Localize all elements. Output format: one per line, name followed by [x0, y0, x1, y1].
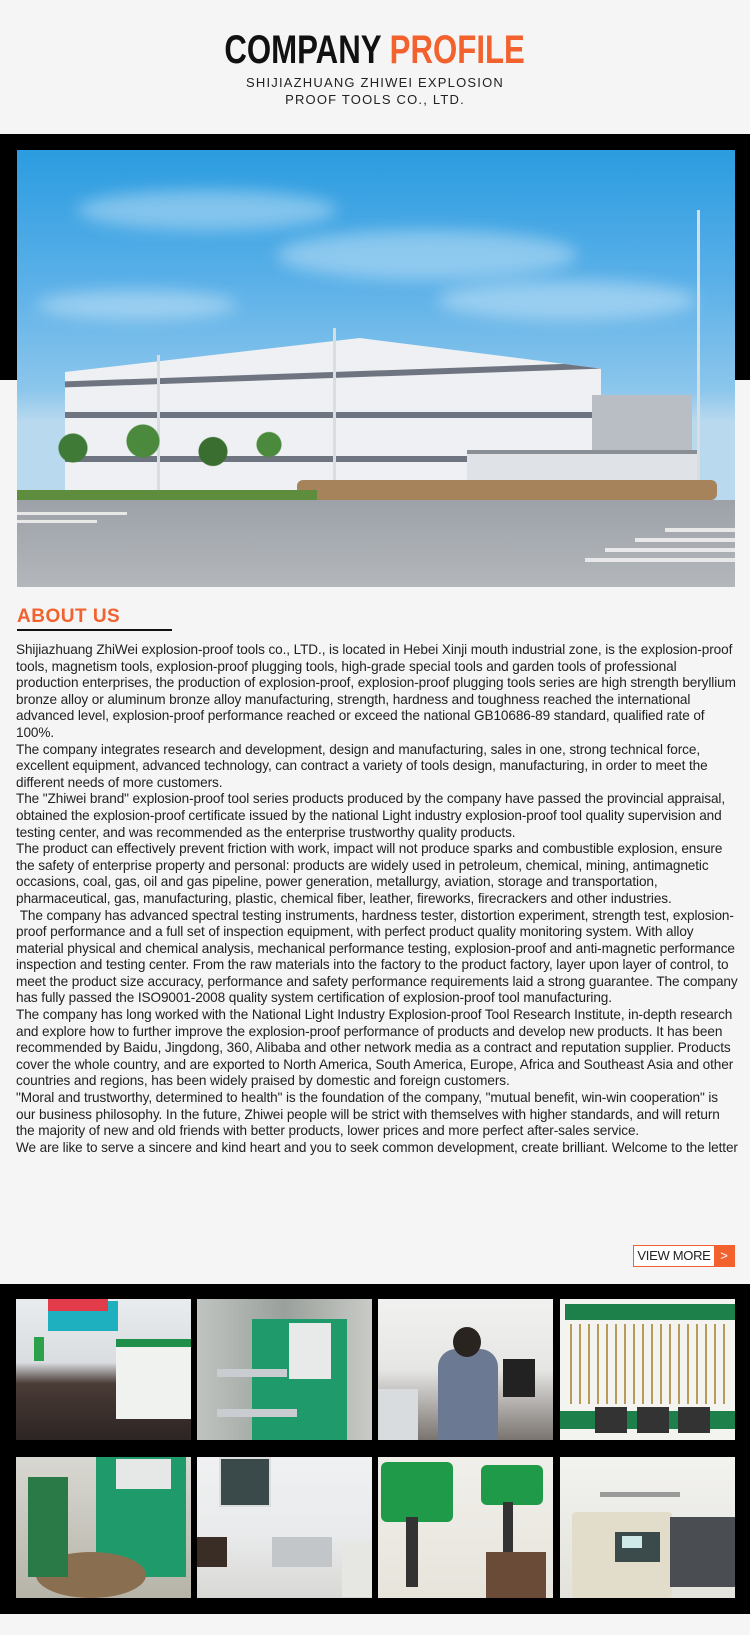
about-us-body: [16, 642, 742, 1156]
view-more-button[interactable]: [633, 1245, 735, 1267]
photo-trade-show-booth[interactable]: [16, 1299, 191, 1440]
road: [17, 500, 735, 587]
title-word-company: COMPANY: [224, 28, 382, 72]
about-paragraph: The company integrates research and development, design and manufacturing, sales in one, strong technical force, excellent equipment, advanced technology, can contract a variety of tools design, manufacturing, in order to meet the different needs of more customers.: [16, 741, 708, 790]
title-word-profile: PROFILE: [390, 28, 526, 72]
photo-casting-machine[interactable]: [197, 1299, 372, 1440]
photo-tool-display-wall[interactable]: [560, 1299, 735, 1440]
about-paragraph: Shijiazhuang ZhiWei explosion-proof tools co., LTD., is located in Hebei Xinji mouth industrial zone, is the explosion-proof tools, magnetism tools, explosion-proof plugging tools, high-grade special tools and garden tools of professional production enterprises, the production of explosion-proof, explosion-proof plugging tools series are high strength beryllium bronze alloy or aluminum bronze alloy manufacturing, strength, hardness and toughness reached the international advanced level, explosion-proof performance reached or exceed the national GB10686-89 standard, qualified rate of 100%.: [16, 642, 736, 740]
company-name: [0, 74, 750, 108]
about-paragraph: We are like to serve a sincere and kind heart and you to seek common development, create brilliant. Welcome to the letter: [16, 1139, 738, 1155]
view-more-label: VIEW MORE: [637, 1248, 711, 1263]
photo-testing-instrument[interactable]: [560, 1457, 735, 1598]
about-paragraph: The company has long worked with the National Light Industry Explosion-proof Tool Research Institute, in-depth research and explore how to further improve the explosion-proof performance of products and develop new products. It has been recommended by Baidu, Jingdong, 360, Alibaba and other network media as a contract and reputation supplier. Products cover the whole country, and are exported to North America, South America, Europe, Africa and Southeast Asia and other countries and regions, has been widely praised by domestic and foreign customers.: [16, 1007, 734, 1089]
page-title: [0, 28, 750, 72]
about-paragraph: The company has advanced spectral testing instruments, hardness tester, distortion experiment, strength test, explosion-proof performance and a full set of inspection equipment, with perfect product quality monitoring system. With alloy material physical and chemical analysis, mechanical performance testing, explosion-proof and anti-magnetic performance inspection and testing center. From the raw materials into the factory to the product factory, layer upon layer of control, to meet the product size accuracy, performance and safety performance requirements laid a strong guarantee. The company has fully passed the ISO9001-2008 quality system certification of explosion-proof tool manufacturing.: [16, 907, 742, 1006]
company-name-line-1: SHIJIAZHUANG ZHIWEI EXPLOSION: [246, 75, 504, 90]
heading-underline: [17, 629, 172, 631]
photo-lab-technician[interactable]: [378, 1299, 553, 1440]
photo-office-room[interactable]: [197, 1457, 372, 1598]
about-us-heading: ABOUT US: [17, 606, 121, 627]
chevron-right-icon: >: [714, 1246, 734, 1266]
factory-hero-image: [17, 150, 735, 587]
photo-drill-presses[interactable]: [378, 1457, 553, 1598]
about-paragraph: The "Zhiwei brand" explosion-proof tool series products produced by the company have passed the provincial appraisal, obtained the explosion-proof certificate issued by the national Light industry explosion-proof tool quality supervision and testing center, and was recommended as the enterprise trustworthy quality products.: [16, 791, 726, 840]
about-paragraph: "Moral and trustworthy, determined to health" is the foundation of the company, "mutual benefit, win-win cooperation" is our business philosophy. In the future, Zhiwei people will be strict with themselves with higher standards, and will return the majority of new and old friends with better products, lower prices and more perfect after-sales service.: [16, 1090, 720, 1139]
about-paragraph: The product can effectively prevent friction with work, impact will not produce sparks and combustible explosion, ensure the safety of enterprise property and personal: products are widely used in petroleum, chemical, mining, antimagnetic occasions, coal, gas, oil and gas pipeline, power generation, metallurgy, aviation, storage and transportation, pharmaceutical, gas, manufacturing, plastic, chemical fiber, leather, fireworks, firecrackers and other industries.: [16, 841, 723, 906]
page-header: [0, 0, 750, 134]
photo-vertical-machine[interactable]: [16, 1457, 191, 1598]
company-name-line-2: PROOF TOOLS CO., LTD.: [285, 92, 465, 107]
